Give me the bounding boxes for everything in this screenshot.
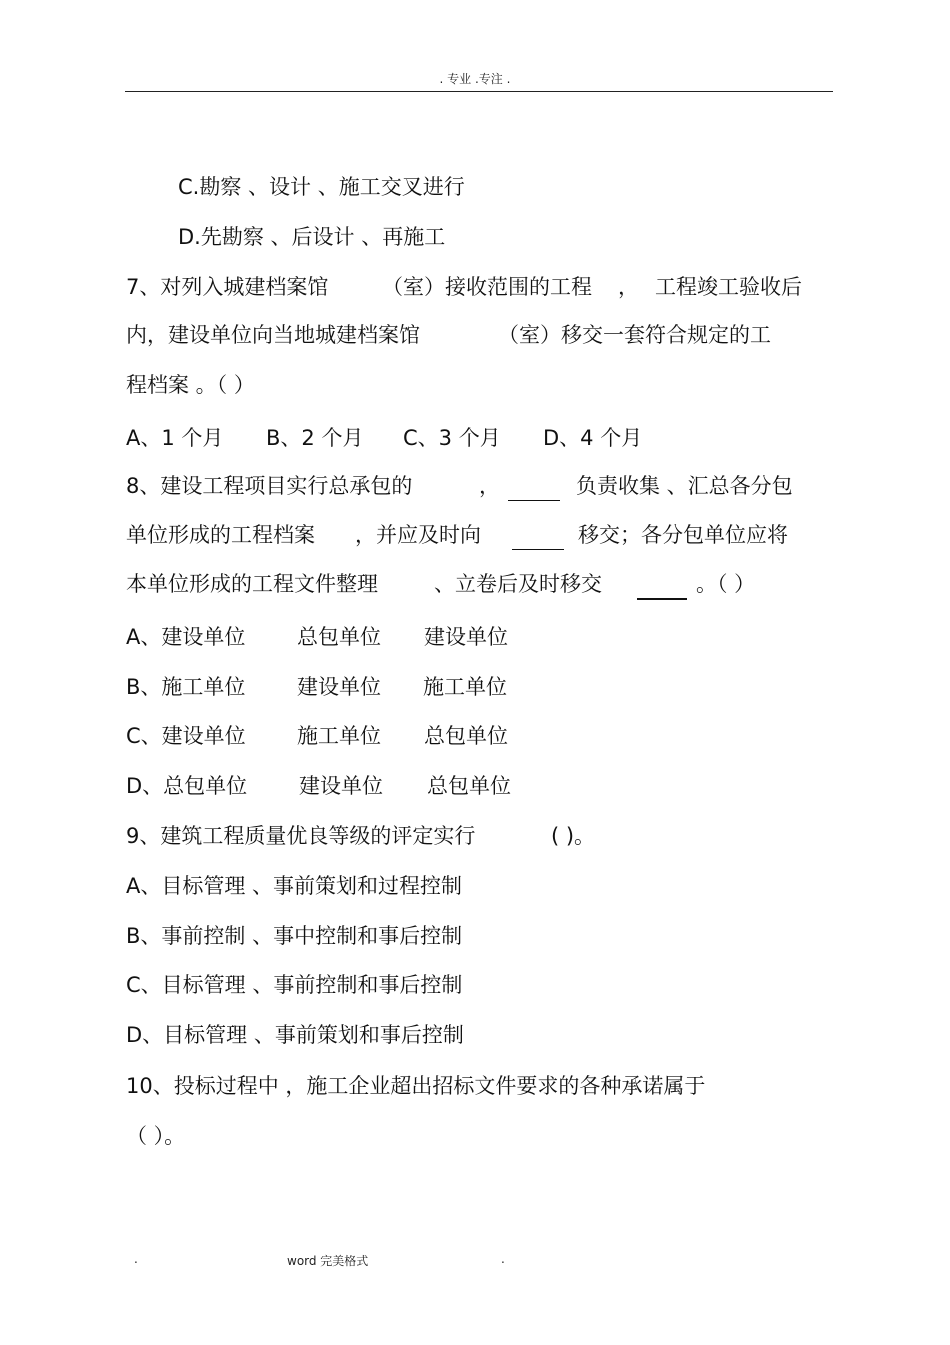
q8-text: 移交；各分包单位应将 [578, 523, 788, 547]
q8-option-col: 施工单位 [297, 724, 381, 748]
q8-text: 负责收集 、汇总各分包 [576, 474, 793, 498]
q7-text: 7、对列入城建档案馆 [126, 275, 329, 299]
q7-option: D、4 个月 [543, 426, 643, 450]
q8-text: 、立卷后及时移交 [434, 572, 602, 596]
q8-option-col: 施工单位 [423, 675, 507, 699]
answer-blank [637, 598, 687, 600]
q8-option-col: 建设单位 [297, 675, 381, 699]
q8-option-col: A、建设单位 [126, 625, 246, 649]
footer-right: . [501, 1252, 505, 1266]
q10-text: （ ）。 [126, 1124, 186, 1148]
q8-text: 本单位形成的工程文件整理 [126, 572, 378, 596]
q7-text: 内，建设单位向当地城建档案馆 [126, 323, 420, 347]
q8-text: 。（ ） [696, 572, 756, 596]
q7-text: ， [618, 275, 639, 299]
q9-option: A、目标管理 、事前策划和过程控制 [126, 874, 463, 898]
q7-option: C、3 个月 [403, 426, 501, 450]
q9-text: ( )。 [551, 824, 596, 848]
q8-option-col: 总包单位 [424, 724, 508, 748]
footer-center: word 完美格式 [287, 1254, 369, 1268]
q8-option-col: D、总包单位 [126, 774, 248, 798]
q8-option-col: 建设单位 [424, 625, 508, 649]
q7-text: （室）接收范围的工程 [382, 275, 592, 299]
answer-blank [512, 549, 564, 550]
q7-text: 工程竣工验收后 [655, 275, 802, 299]
q7-text: （室）移交一套符合规定的工 [498, 323, 771, 347]
q10-text: 10、投标过程中 ，施工企业超出招标文件要求的各种承诺属于 [126, 1074, 706, 1098]
q8-option-col: C、建设单位 [126, 724, 246, 748]
header-rule [125, 91, 833, 92]
q8-text: ， [479, 474, 500, 498]
q8-option-col: 总包单位 [297, 625, 381, 649]
q9-option: D、目标管理 、事前策划和事后控制 [126, 1023, 464, 1047]
q8-text: 单位形成的工程档案 [126, 523, 315, 547]
q8-text: ，并应及时向 [355, 523, 481, 547]
option-c-text: C.勘察 、设计 、施工交叉进行 [178, 175, 465, 199]
q8-option-col: B、施工单位 [126, 675, 246, 699]
q7-option: B、2 个月 [266, 426, 364, 450]
q8-option-col: 建设单位 [299, 774, 383, 798]
footer-left: . [134, 1252, 138, 1266]
q7-text: 程档案 。（ ） [126, 373, 255, 397]
q9-option: C、目标管理 、事前控制和事后控制 [126, 973, 463, 997]
q9-text: 9、建筑工程质量优良等级的评定实行 [126, 824, 476, 848]
answer-blank [508, 500, 560, 501]
q8-option-col: 总包单位 [427, 774, 511, 798]
q7-option: A、1 个月 [126, 426, 224, 450]
q9-option: B、事前控制 、事中控制和事后控制 [126, 924, 463, 948]
option-d-text: D.先勘察 、后设计 、再施工 [178, 225, 446, 249]
q8-text: 8、建设工程项目实行总承包的 [126, 474, 413, 498]
header-text: . 专业 .专注 . [439, 72, 511, 86]
